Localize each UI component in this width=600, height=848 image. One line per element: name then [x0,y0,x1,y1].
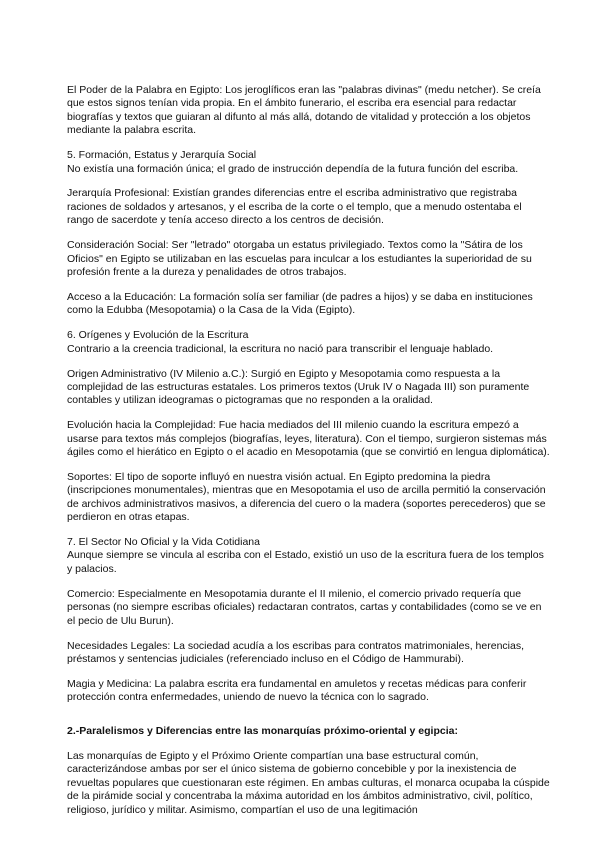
paragraph-necesidades: Necesidades Legales: La sociedad acudía a los escribas para contratos matrimoniales, herencias, préstamos y sentencias judiciales (referenciado incluso en el Código de Hammurabi). [67,639,525,665]
paragraph-magia: Magia y Medicina: La palabra escrita era fundamental en amuletos y recetas médicas para conferir protección contra enfermedades, uniendo de nuevo la técnica con lo sagrado. [67,677,527,704]
paragraph-formacion: No existía una formación única; el grado de instrucción dependía de la futura función del escriba. [67,162,519,175]
paragraph-comercio: Comercio: Especialmente en Mesopotamia durante el II milenio, el comercio privado requería que personas (no siempre escribas oficiales) redactaran contratos, cartas y contabilidades (como se ve en el pecio de Ulu Burun). [67,587,542,627]
paragraph-evolucion: Evolución hacia la Complejidad: Fue hacia mediados del III milenio cuando la escritura empezó a usarse para textos más complejos (biografías, leyes, literatura). Con el tiempo, surgieron sistemas más ágiles como el hierático en Egipto o el acadio en Mesopotamia (que se convirtió en lengua diplomática). [67,419,550,459]
paragraph-contrario: Contrario a la creencia tradicional, la escritura no nació para transcribir el lenguaje hablado. [67,342,494,355]
paragraph-acceso: Acceso a la Educación: La formación solía ser familiar (de padres a hijos) y se daba en instituciones como la Edubba (Mesopotamia) o la Casa de la Vida (Egipto). [67,290,533,317]
paragraph-monarquias: Las monarquías de Egipto y el Próximo Oriente compartían una base estructural común, caracterizándose ambas por ser el único sistema de gobierno concebible y por la inexistencia de revueltas populares que cuestionaran este régimen. En ambas culturas, el monarca ocupaba la cúspide de la pirámide social y concentraba la máxima autoridad en los ámbitos administrativo, civil, político, religioso, jurídico y militar. Asimismo, compartían el uso de una legitimación [67,750,550,816]
paragraph-soportes: Soportes: El tipo de soporte influyó en nuestra visión actual. En Egipto predomina la piedra (inscripciones monumentales), mientras que en Mesopotamia el uso de arcilla permitió la conservación de archivos administrativos masivos, a diferencia del cuero o la madera (soportes perecederos) que se perdieron en otras etapas. [67,470,546,524]
section-heading-6: 6. Orígenes y Evolución de la Escritura [67,329,249,342]
paragraph-poder-palabra: El Poder de la Palabra en Egipto: Los jeroglíficos eran las "palabras divinas" (medu netcher). Se creía que estos signos tenían vida propia. En el ámbito funerario, el escriba era esencial para redactar biografías y textos que guiaran al difunto al más allá, dotando de vitalidad y protección a los objetos mediante la palabra escrita. [67,84,541,137]
paragraph-consideracion: Consideración Social: Ser "letrado" otorgaba un estatus privilegiado. Textos como la "Sátira de los Oficios" en Egipto se utilizaban en las escuelas para inculcar a los estudiantes la superioridad de su profesión frente a la dureza y penalidades de otros trabajos. [67,239,532,278]
paragraph-origen: Origen Administrativo (IV Milenio a.C.): Surgió en Egipto y Mesopotamia como respuesta a la complejidad de las estructuras estatales. Los primeros textos (Uruk IV o Nagada III) son puramente contables y utilizan ideogramas o pictogramas que no responden a la oralidad. [67,367,530,407]
paragraph-aunque: Aunque siempre se vincula al escriba con el Estado, existió un uso de la escritura fuera de los templos y palacios. [67,549,544,575]
section-heading-7: 7. El Sector No Oficial y la Vida Cotidiana [67,536,260,549]
section-heading-5: 5. Formación, Estatus y Jerarquía Social [67,149,257,162]
section-title-paralelismos: 2.-Paralelismos y Diferencias entre las monarquías próximo-oriental y egipcia: [67,724,458,737]
paragraph-jerarquia: Jerarquía Profesional: Existían grandes diferencias entre el escriba administrativo que registraba raciones de soldados y artesanos, y el escriba de la corte o el templo, que a menudo ostentaba el rango de sacerdote y tenía acceso directo a los centros de decisión. [67,187,522,227]
